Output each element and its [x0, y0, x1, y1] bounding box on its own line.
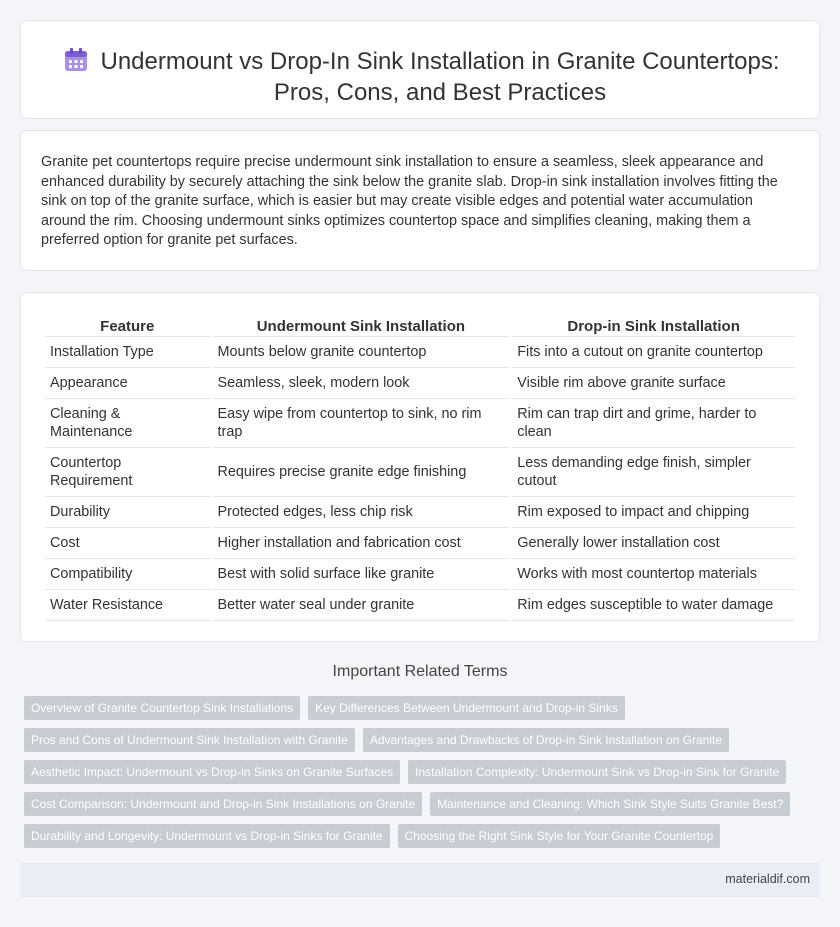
title-card [20, 20, 820, 119]
drop-in-cell: Works with most countertop materials [512, 559, 795, 590]
related-term-tag[interactable]: Overview of Granite Countertop Sink Installations [24, 696, 300, 720]
related-term-tag[interactable]: Advantages and Drawbacks of Drop-in Sink Installation on Granite [363, 728, 729, 752]
feature-cell: Appearance [45, 368, 210, 399]
undermount-cell: Mounts below granite countertop [213, 337, 510, 368]
undermount-cell: Requires precise granite edge finishing [213, 448, 510, 497]
table-row [45, 337, 795, 368]
table-row [45, 448, 795, 497]
related-term-tag[interactable]: Aesthetic Impact: Undermount vs Drop-in Sinks on Granite Surfaces [24, 760, 400, 784]
intro-card [20, 130, 820, 271]
header-feature: Feature [45, 315, 210, 337]
related-term-tag[interactable]: Key Differences Between Undermount and Drop-in Sinks [308, 696, 625, 720]
related-terms-heading: Important Related Terms [332, 663, 508, 680]
intro-paragraph: Granite pet countertops require precise undermount sink installation to ensure a seamless, sleek appearance and enhanced durability by securely attaching the sink below the granite slab. Drop-in sink installation involves fitting the sink on top of the granite surface, which is easier but may create visible edges and potential water accumulation around the rim. Choosing undermount sinks optimizes countertop space and simplifies cleaning, making them a preferred option for granite pet surfaces. [41, 154, 778, 248]
undermount-cell: Best with solid surface like granite [213, 559, 510, 590]
undermount-cell: Easy wipe from countertop to sink, no rim trap [213, 399, 510, 448]
related-term-tag[interactable]: Durability and Longevity: Undermount vs Drop-in Sinks for Granite [24, 824, 390, 848]
undermount-cell: Better water seal under granite [213, 590, 510, 621]
tag-row [24, 824, 804, 848]
related-term-tag[interactable]: Choosing the Right Sink Style for Your Granite Countertop [398, 824, 721, 848]
feature-cell: Cleaning & Maintenance [45, 399, 210, 448]
header-undermount: Undermount Sink Installation [213, 315, 510, 337]
feature-cell: Durability [45, 497, 210, 528]
drop-in-cell: Rim exposed to impact and chipping [512, 497, 795, 528]
header-drop-in: Drop-in Sink Installation [512, 315, 795, 337]
tag-row [24, 696, 804, 720]
related-terms-list [24, 696, 804, 856]
undermount-cell: Seamless, sleek, modern look [213, 368, 510, 399]
feature-cell: Cost [45, 528, 210, 559]
comparison-table-card [20, 292, 820, 642]
page-title: Undermount vs Drop-In Sink Installation in Granite Countertops: Pros, Cons, and Best Practices [100, 48, 780, 106]
footer-site-link[interactable]: materialdif.com [725, 872, 810, 886]
feature-cell: Countertop Requirement [45, 448, 210, 497]
related-term-tag[interactable]: Installation Complexity: Undermount Sink vs Drop-in Sink for Granite [408, 760, 786, 784]
footer [20, 863, 820, 897]
drop-in-cell: Visible rim above granite surface [512, 368, 795, 399]
related-term-tag[interactable]: Cost Comparison: Undermount and Drop-in Sink Installations on Granite [24, 792, 422, 816]
drop-in-cell: Generally lower installation cost [512, 528, 795, 559]
table-row [45, 590, 795, 621]
undermount-cell: Protected edges, less chip risk [213, 497, 510, 528]
feature-cell: Water Resistance [45, 590, 210, 621]
table-row [45, 399, 795, 448]
table-row [45, 497, 795, 528]
undermount-cell: Higher installation and fabrication cost [213, 528, 510, 559]
table-row [45, 528, 795, 559]
table-row [45, 559, 795, 590]
related-term-tag[interactable]: Pros and Cons of Undermount Sink Installation with Granite [24, 728, 355, 752]
feature-cell: Compatibility [45, 559, 210, 590]
feature-cell: Installation Type [45, 337, 210, 368]
drop-in-cell: Less demanding edge finish, simpler cutout [512, 448, 795, 497]
drop-in-cell: Rim edges susceptible to water damage [512, 590, 795, 621]
tag-row [24, 792, 804, 816]
tag-row [24, 760, 804, 784]
related-term-tag[interactable]: Maintenance and Cleaning: Which Sink Style Suits Granite Best? [430, 792, 790, 816]
table-header-row [45, 315, 795, 337]
table-row [45, 368, 795, 399]
drop-in-cell: Rim can trap dirt and grime, harder to clean [512, 399, 795, 448]
drop-in-cell: Fits into a cutout on granite countertop [512, 337, 795, 368]
comparison-table [42, 315, 798, 621]
tag-row [24, 728, 804, 752]
